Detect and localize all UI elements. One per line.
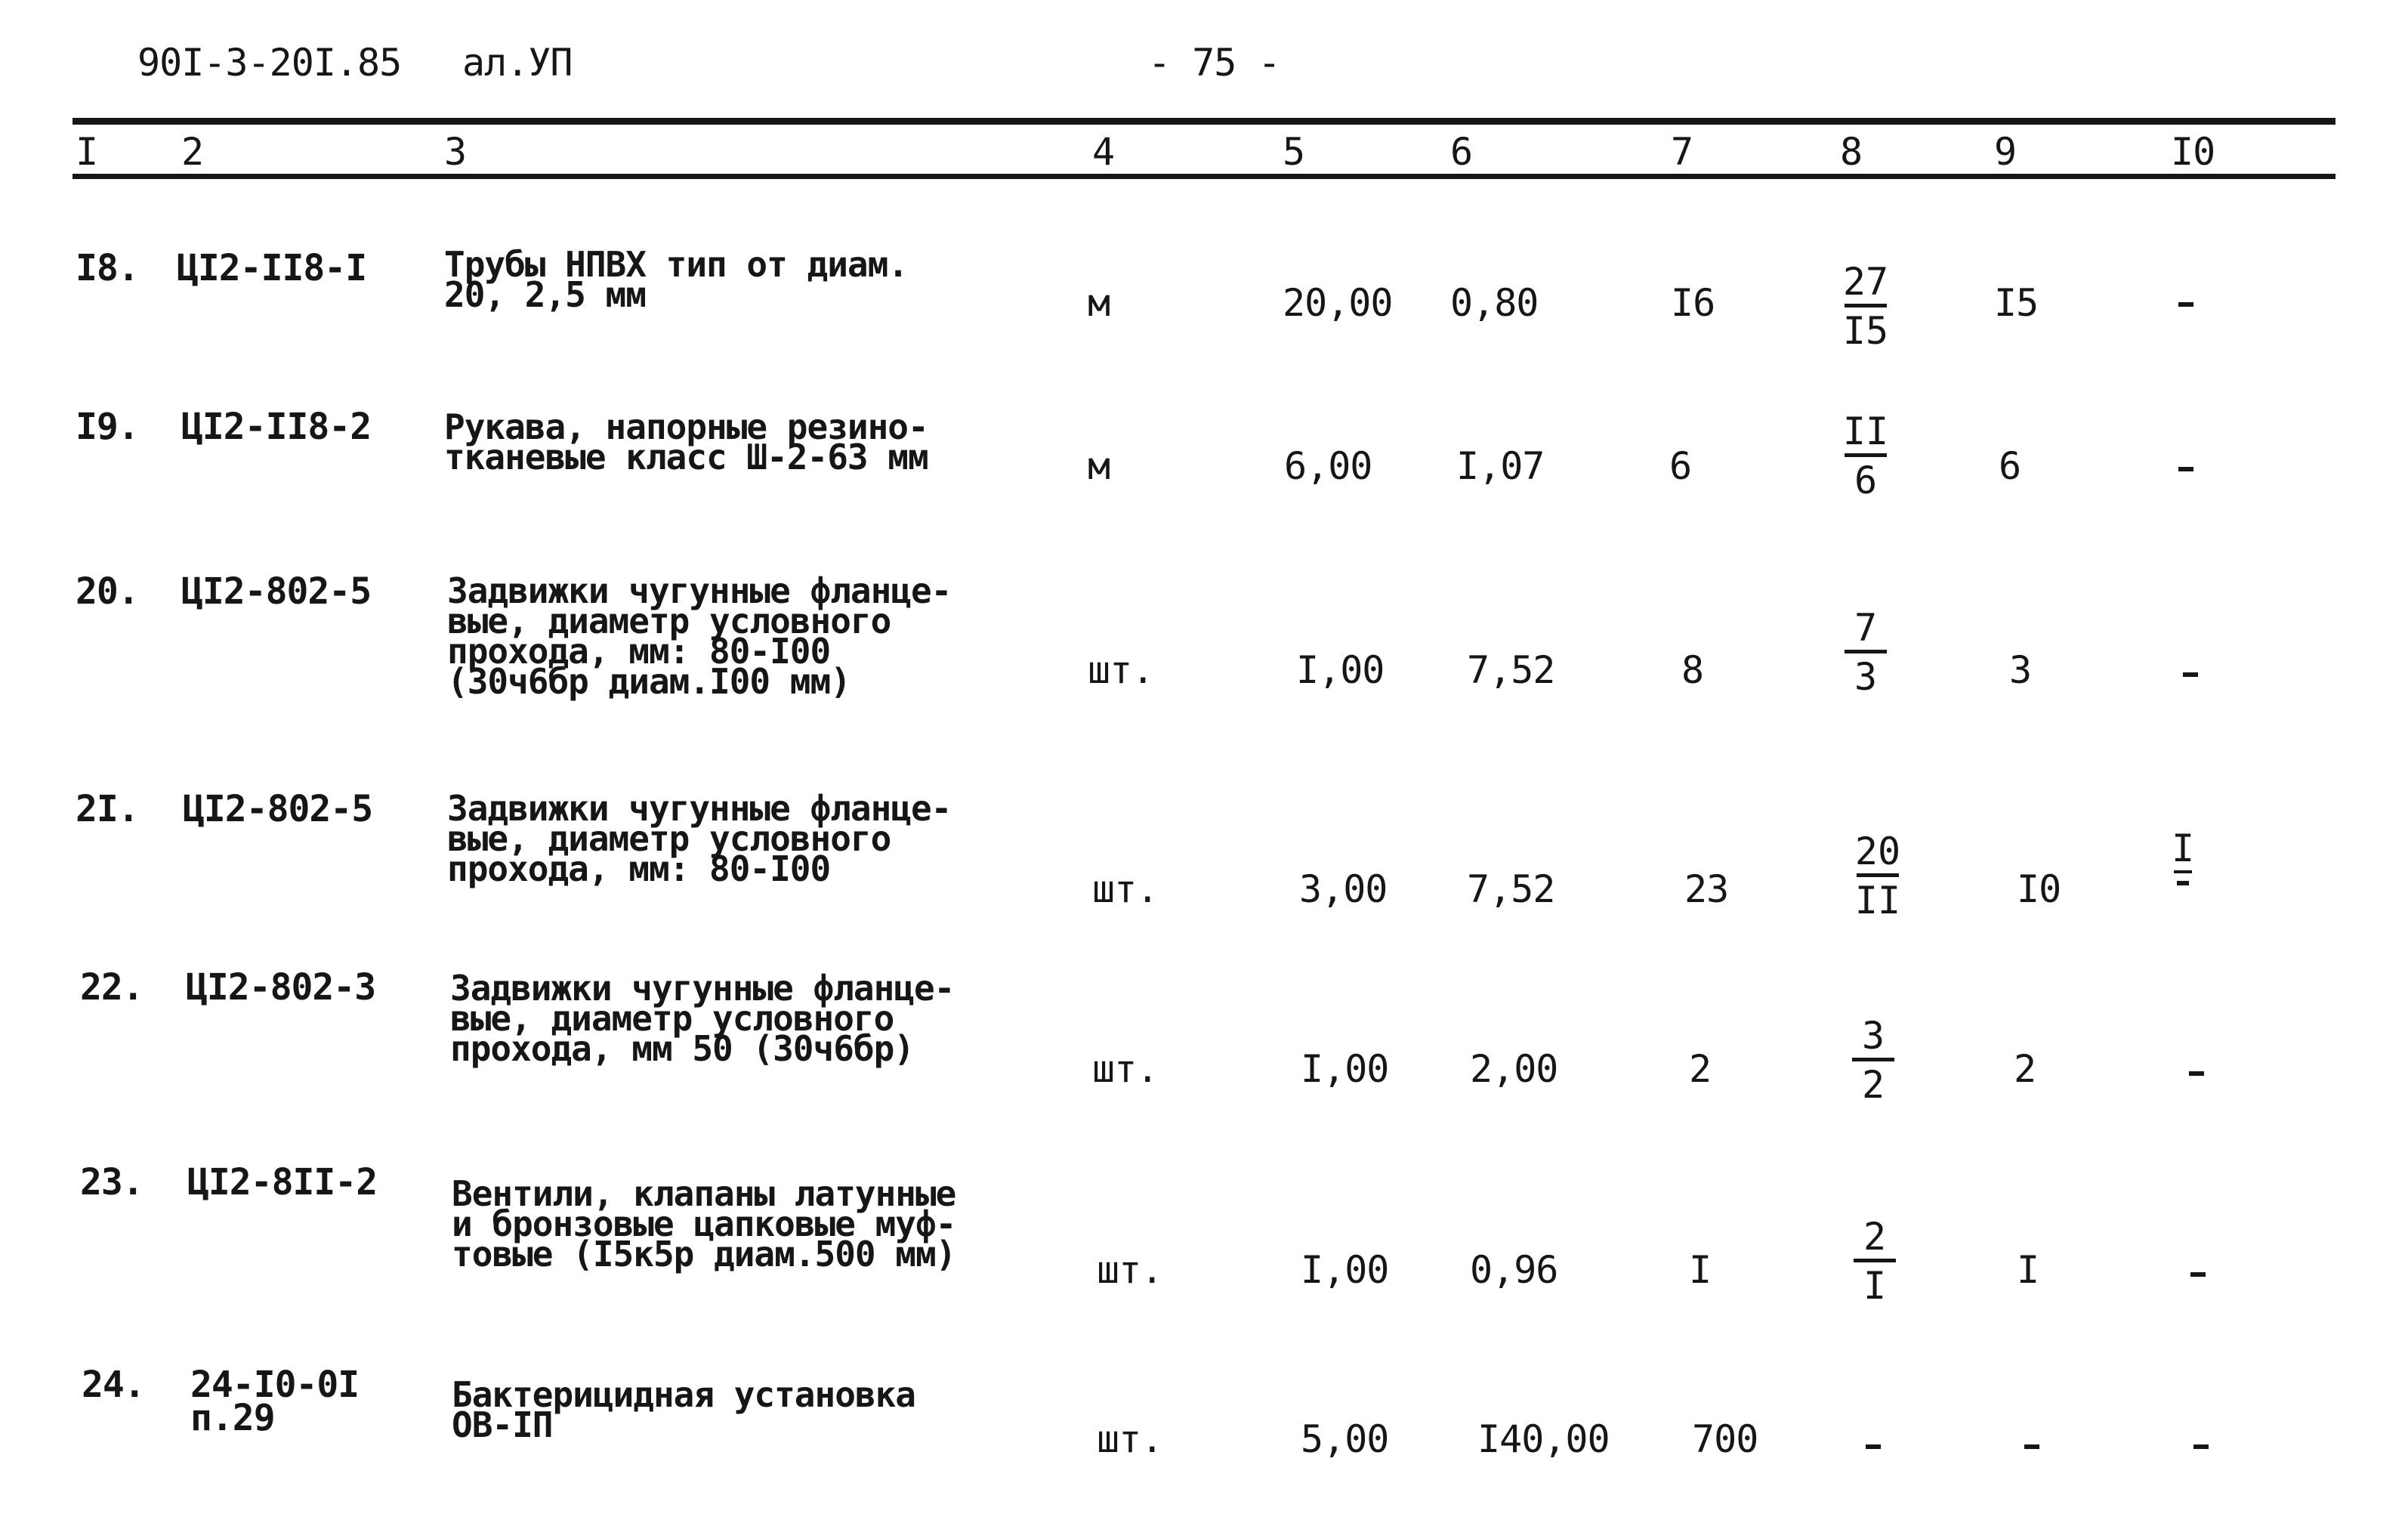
unit-price: 0,96 bbox=[1470, 1248, 1558, 1292]
total-cost: 23 bbox=[1684, 867, 1729, 911]
page-number: - 75 - bbox=[1148, 41, 1280, 85]
album-label: ал.УП bbox=[462, 41, 573, 85]
wage-fraction bbox=[1828, 607, 1903, 697]
column-number: 9 bbox=[1994, 130, 2017, 174]
item-description: вые, диаметр условного bbox=[450, 998, 894, 1039]
unit: м bbox=[1088, 444, 1110, 488]
column-number: 4 bbox=[1092, 130, 1115, 174]
fraction-numerator: II bbox=[1842, 409, 1889, 453]
row-number: 24. bbox=[82, 1364, 145, 1406]
quantity: I,00 bbox=[1301, 1047, 1389, 1091]
norm-code: ЦI2-802-5 bbox=[181, 570, 372, 613]
fraction-bar bbox=[1857, 873, 1899, 877]
unit: шт. bbox=[1097, 1417, 1163, 1461]
quantity: I,00 bbox=[1301, 1248, 1389, 1292]
fraction-numerator: 3 bbox=[1861, 1014, 1885, 1058]
fraction-bar bbox=[1854, 1259, 1896, 1262]
item-description: Задвижки чугунные фланце- bbox=[447, 788, 952, 829]
unit: м bbox=[1088, 281, 1110, 325]
item-description: прохода, мм 50 (30ч6бр) bbox=[450, 1028, 914, 1069]
fraction-denominator: 2 bbox=[1861, 1063, 1885, 1107]
item-description: товые (I5к5р диам.500 мм) bbox=[452, 1234, 956, 1274]
norm-code: ЦI2-II8-2 bbox=[181, 406, 372, 448]
norm-code: ЦI2-802-3 bbox=[186, 966, 376, 1009]
norm-code: ЦI2-II8-I bbox=[177, 247, 367, 289]
norm-code: 24-I0-0I bbox=[190, 1364, 360, 1406]
fraction-numerator: 2 bbox=[1863, 1215, 1887, 1259]
quantity: 3,00 bbox=[1299, 867, 1388, 911]
fraction-bar bbox=[1845, 650, 1887, 653]
quantity: 5,00 bbox=[1301, 1417, 1389, 1461]
column-9-value: I5 bbox=[1994, 281, 2039, 325]
quantity: 20,00 bbox=[1283, 281, 1393, 325]
row-number: I9. bbox=[76, 406, 139, 448]
column-9-value: 3 bbox=[2009, 648, 2032, 692]
item-description: Задвижки чугунные фланце- bbox=[447, 570, 952, 611]
unit-price: 2,00 bbox=[1470, 1047, 1558, 1091]
wage-fraction bbox=[1828, 411, 1903, 501]
total-cost: 2 bbox=[1689, 1047, 1712, 1091]
norm-code: ЦI2-802-5 bbox=[183, 788, 373, 830]
fraction-bar bbox=[1845, 453, 1887, 457]
row-number: 23. bbox=[80, 1161, 144, 1203]
fraction-denominator: I bbox=[1863, 1264, 1887, 1308]
fraction-numerator: 20 bbox=[1854, 830, 1901, 873]
column-number: 2 bbox=[181, 130, 204, 174]
column-number: 3 bbox=[444, 130, 467, 174]
column-9-dash bbox=[2024, 1444, 2039, 1449]
column-number: I0 bbox=[2171, 130, 2215, 174]
fraction-bar bbox=[1852, 1058, 1894, 1061]
column-10-dash bbox=[2190, 1272, 2206, 1277]
column-10-dash bbox=[2189, 1071, 2204, 1076]
total-cost: 6 bbox=[1669, 444, 1692, 488]
column-number: 6 bbox=[1450, 130, 1473, 174]
column-10-dash bbox=[2178, 302, 2193, 307]
quantity: 6,00 bbox=[1284, 444, 1372, 488]
total-cost: I bbox=[1689, 1248, 1712, 1292]
item-description: 20, 2,5 мм bbox=[444, 274, 646, 315]
column-10-fraction bbox=[2160, 828, 2206, 885]
norm-clause: п.29 bbox=[190, 1397, 275, 1439]
wage-fraction bbox=[1828, 261, 1903, 351]
row-number: 22. bbox=[80, 966, 144, 1009]
unit: шт. bbox=[1097, 1248, 1163, 1292]
item-description: вые, диаметр условного bbox=[447, 601, 891, 641]
item-description: (30ч6бр диам.I00 мм) bbox=[447, 661, 851, 702]
item-description: Бактерицидная установка bbox=[452, 1374, 915, 1415]
unit-price: 0,80 bbox=[1450, 281, 1539, 325]
header-top-rule bbox=[73, 118, 2335, 125]
item-description: Задвижки чугунные фланце- bbox=[450, 968, 955, 1009]
item-description: и бронзовые цапковые муф- bbox=[452, 1203, 956, 1244]
unit-price: 7,52 bbox=[1467, 648, 1555, 692]
wage-fraction bbox=[1840, 831, 1916, 921]
unit-price: 7,52 bbox=[1467, 867, 1555, 911]
norm-code: ЦI2-8II-2 bbox=[187, 1161, 378, 1203]
column-10-dash bbox=[2183, 672, 2198, 677]
column-8-dash bbox=[1866, 1444, 1881, 1449]
column-10-dash bbox=[2193, 1444, 2209, 1449]
unit-price: I40,00 bbox=[1477, 1417, 1610, 1461]
row-number: 2I. bbox=[76, 788, 139, 830]
total-cost: 700 bbox=[1692, 1417, 1758, 1461]
row-number: I8. bbox=[76, 247, 139, 289]
unit: шт. bbox=[1088, 648, 1154, 692]
header-bottom-rule bbox=[73, 174, 2335, 179]
item-description: прохода, мм: 80-I00 bbox=[447, 848, 831, 889]
column-number: 5 bbox=[1283, 130, 1305, 174]
unit: шт. bbox=[1092, 1047, 1159, 1091]
fraction-numerator: I bbox=[2171, 826, 2195, 870]
item-description: Рукава, напорные резино- bbox=[444, 406, 928, 447]
column-10-dash bbox=[2178, 467, 2193, 471]
item-description: вые, диаметр условного bbox=[447, 818, 891, 859]
fraction-bar bbox=[1845, 304, 1887, 307]
item-description: Трубы НПВХ тип от диам. bbox=[444, 244, 908, 285]
fraction-numerator: 27 bbox=[1842, 260, 1889, 304]
item-description: прохода, мм: 80-I00 bbox=[447, 631, 831, 672]
column-9-value: 2 bbox=[2014, 1047, 2036, 1091]
fraction-numerator: 7 bbox=[1854, 606, 1878, 650]
column-9-value: I0 bbox=[2017, 867, 2061, 911]
quantity: I,00 bbox=[1296, 648, 1385, 692]
document-code: 90I-3-20I.85 bbox=[137, 41, 402, 85]
fraction-bar bbox=[2174, 870, 2192, 873]
total-cost: I6 bbox=[1671, 281, 1715, 325]
fraction-denominator: 6 bbox=[1854, 459, 1878, 502]
column-number: 7 bbox=[1671, 130, 1693, 174]
item-description: тканевые класс Ш-2-63 мм bbox=[444, 437, 928, 477]
item-description: Вентили, клапаны латунные bbox=[452, 1173, 956, 1214]
column-9-value: I bbox=[2017, 1248, 2039, 1292]
wage-fraction bbox=[1837, 1216, 1913, 1306]
fraction-dash bbox=[2177, 881, 2189, 885]
unit: шт. bbox=[1092, 867, 1159, 911]
row-number: 20. bbox=[76, 570, 139, 613]
item-description: ОВ-IП bbox=[452, 1404, 553, 1445]
fraction-denominator: I5 bbox=[1842, 309, 1889, 353]
wage-fraction bbox=[1835, 1015, 1911, 1105]
column-number: 8 bbox=[1840, 130, 1863, 174]
unit-price: I,07 bbox=[1456, 444, 1545, 488]
total-cost: 8 bbox=[1681, 648, 1704, 692]
fraction-denominator: II bbox=[1854, 879, 1901, 922]
column-number: I bbox=[76, 130, 98, 174]
column-9-value: 6 bbox=[1999, 444, 2021, 488]
fraction-denominator: 3 bbox=[1854, 655, 1878, 699]
